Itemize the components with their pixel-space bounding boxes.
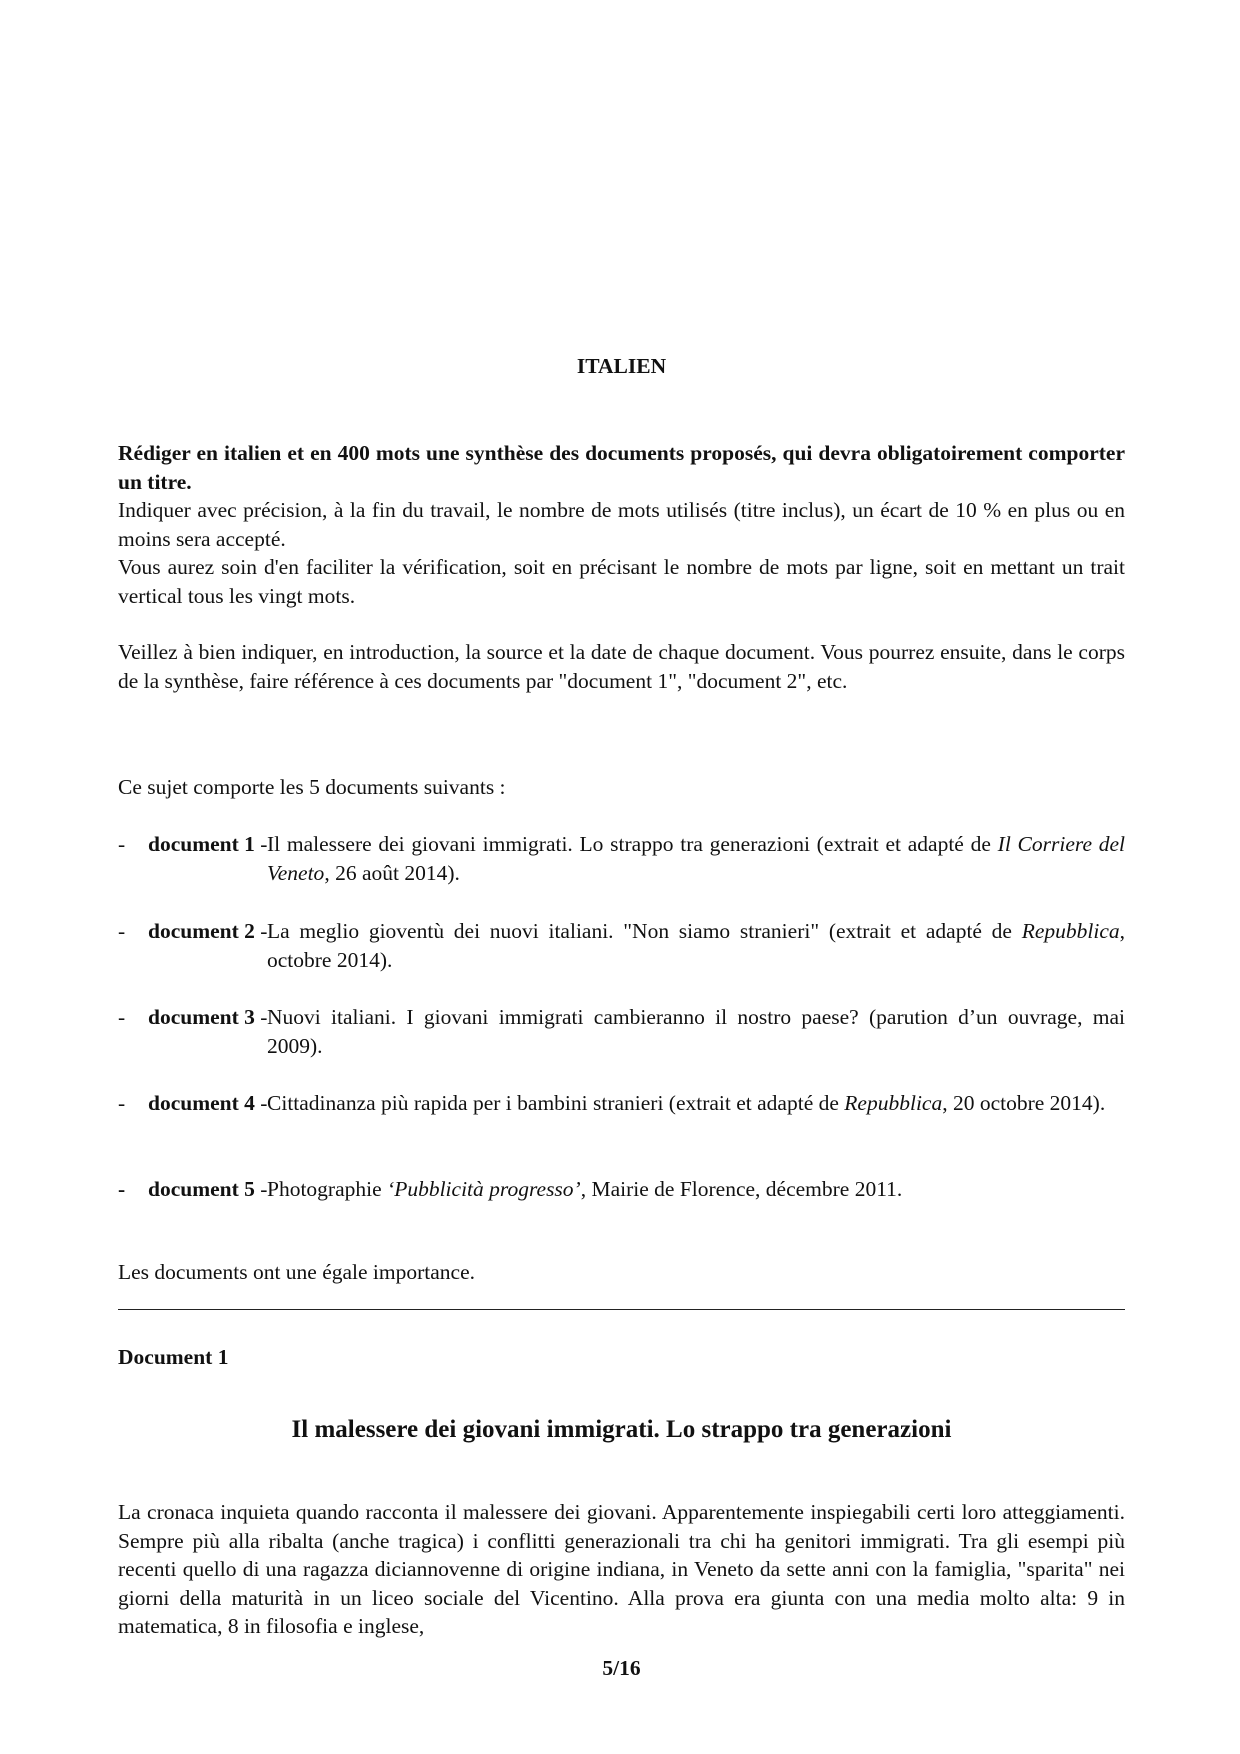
document-list-item	[118, 1089, 1125, 1118]
list-dash: -	[118, 1091, 126, 1115]
instructions	[118, 439, 1125, 610]
list-dash: -	[118, 919, 126, 943]
document-1-body: La cronaca inquieta quando racconta il malessere dei giovani. Apparentemente inspiegabili certi loro atteggiamenti. Sempre più alla ribalta (anche tragica) i conflitti generazionali tra chi ha genitori immigrati. Tra gli esempi più recenti quello di una ragazza diciannovenne di origine indiana, in Veneto da sette anni con la famiglia, "sparita" nei giorni della maturità in un liceo sociale del Vicentino. Alla prova era giunta con una media molto alta: 9 in matematica, 8 in filosofia e inglese,	[118, 1500, 1125, 1638]
divider	[118, 1309, 1125, 1310]
documents-intro: Ce sujet comporte les 5 documents suivants :	[118, 775, 506, 799]
document-1-title: Il malessere dei giovani immigrati. Lo strappo tra generazioni	[291, 1416, 952, 1443]
document-label: document 2 -	[148, 919, 268, 943]
instruction-sources: Veillez à bien indiquer, en introduction, la source et la date de chaque document. Vous pourrez ensuite, dans le corps de la synthèse, faire référence à ces documents par "document 1", "document 2", etc.	[118, 640, 1125, 693]
document-description: Cittadinanza più rapida per i bambini stranieri (extrait et adapté de Repubblica, 20 octobre 2014).	[267, 1091, 1106, 1115]
list-dash: -	[118, 1177, 126, 1201]
document-description: Nuovi italiani. I giovani immigrati cambieranno il nostro paese? (parution d’un ouvrage, mai 2009).	[267, 1005, 1125, 1058]
document-label: document 5 -	[148, 1177, 268, 1201]
list-dash: -	[118, 1005, 126, 1029]
document-list-item	[118, 1175, 1125, 1204]
importance-note: Les documents ont une égale importance.	[118, 1260, 476, 1284]
document-list-item	[118, 1003, 1125, 1060]
document-1-heading: Document 1	[118, 1345, 229, 1369]
document-description: La meglio gioventù dei nuovi italiani. "Non siamo stranieri" (extrait et adapté de Repubblica, octobre 2014).	[267, 919, 1125, 972]
page-title: ITALIEN	[576, 354, 667, 378]
instruction-word-count: Indiquer avec précision, à la fin du travail, le nombre de mots utilisés (titre inclus), un écart de 10 % en plus ou en moins sera accepté.	[118, 498, 1125, 551]
document-list-item	[118, 917, 1125, 974]
instruction-bold: Rédiger en italien et en 400 mots une synthèse des documents proposés, qui devra obligatoirement comporter un titre.	[118, 441, 1125, 494]
instruction-verification: Vous aurez soin d'en faciliter la vérification, soit en précisant le nombre de mots par ligne, soit en mettant un trait vertical tous les vingt mots.	[118, 555, 1125, 608]
list-dash: -	[118, 832, 126, 856]
document-list-item	[118, 830, 1125, 887]
document-description: Il malessere dei giovani immigrati. Lo strappo tra generazioni (extrait et adapté de Il Corriere del Veneto, 26 août 2014).	[267, 832, 1126, 885]
document-label: document 1 -	[148, 832, 268, 856]
document-description: Photographie ‘Pubblicità progresso’, Mairie de Florence, décembre 2011.	[267, 1177, 903, 1201]
page-number: 5/16	[602, 1656, 641, 1680]
document-label: document 4 -	[148, 1091, 268, 1115]
document-label: document 3 -	[148, 1005, 268, 1029]
